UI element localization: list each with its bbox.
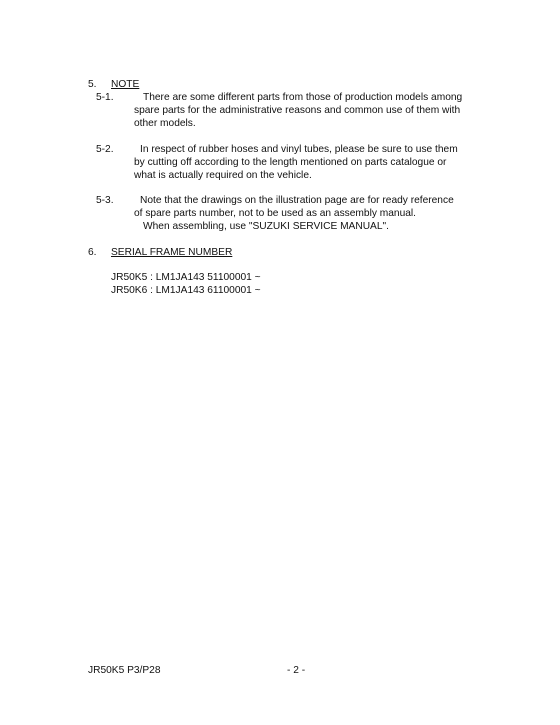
section-6-number: 6. <box>88 247 97 258</box>
item-5-3-line-2: of spare parts number, not to be used as an assembly manual. <box>134 208 417 219</box>
footer-doc-code: JR50K5 P3/P28 <box>88 665 161 676</box>
item-5-2-line-3: what is actually required on the vehicle. <box>134 170 312 181</box>
item-5-3-line-1: Note that the drawings on the illustration page are for ready reference <box>140 195 454 206</box>
item-5-1-number: 5-1. <box>96 92 114 103</box>
footer-page-number: - 2 - <box>287 665 306 676</box>
section-6-heading: SERIAL FRAME NUMBER <box>111 247 233 258</box>
item-5-3-line-3: When assembling, use "SUZUKI SERVICE MANUAL". <box>143 221 389 232</box>
item-5-1-line-2: spare parts for the administrative reasons and common use of them with <box>134 105 461 116</box>
item-5-2-line-1: In respect of rubber hoses and vinyl tubes, please be sure to use them <box>140 144 458 155</box>
item-5-3-number: 5-3. <box>96 195 114 206</box>
item-5-2-number: 5-2. <box>96 144 114 155</box>
item-5-1-line-3: other models. <box>134 118 196 129</box>
section-5-number: 5. <box>88 79 97 90</box>
serial-entry-k5: JR50K5 : LM1JA143 51100001 ~ <box>111 272 261 283</box>
section-5-heading: NOTE <box>111 79 140 90</box>
item-5-1-line-1: There are some different parts from those of production models among <box>143 92 463 103</box>
serial-entry-k6: JR50K6 : LM1JA143 61100001 ~ <box>111 285 261 296</box>
item-5-2-line-2: by cutting off according to the length mentioned on parts catalogue or <box>134 157 447 168</box>
